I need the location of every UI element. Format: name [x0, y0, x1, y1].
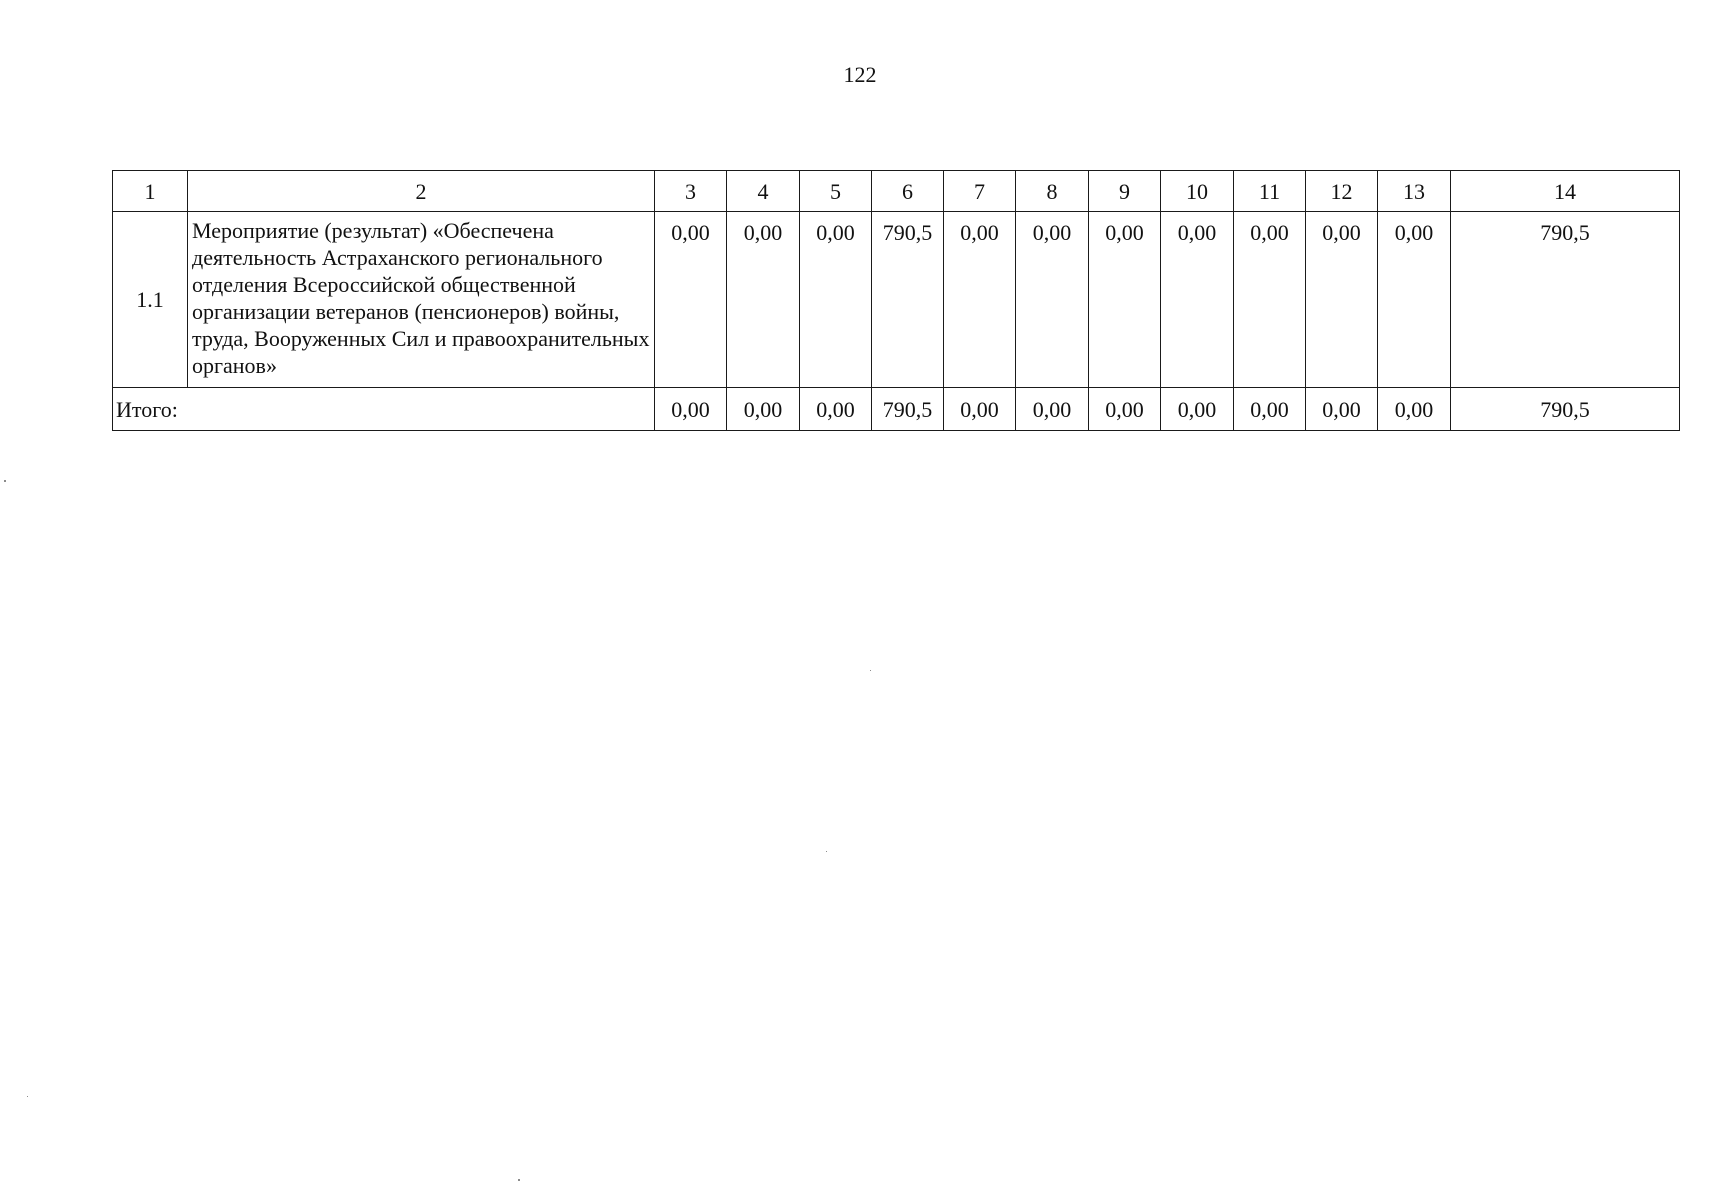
scan-speck — [826, 851, 827, 852]
column-header: 2 — [188, 171, 655, 212]
column-header: 6 — [872, 171, 944, 212]
table-cell: 790,5 — [872, 212, 944, 388]
total-cell: 0,00 — [944, 388, 1016, 431]
table-cell: 0,00 — [1234, 212, 1306, 388]
table-cell: 0,00 — [727, 212, 800, 388]
total-cell: 0,00 — [1378, 388, 1451, 431]
total-cell: 0,00 — [800, 388, 872, 431]
column-header: 14 — [1451, 171, 1680, 212]
table-cell: 790,5 — [1451, 212, 1680, 388]
table-cell: 0,00 — [1089, 212, 1161, 388]
table-header-row — [113, 171, 1680, 212]
scan-speck — [518, 1179, 520, 1181]
scan-speck — [4, 480, 6, 482]
column-header: 7 — [944, 171, 1016, 212]
total-cell: 0,00 — [727, 388, 800, 431]
column-header: 8 — [1016, 171, 1089, 212]
table-cell: 0,00 — [944, 212, 1016, 388]
scan-speck — [870, 670, 871, 671]
total-cell: 790,5 — [872, 388, 944, 431]
table-cell: 0,00 — [655, 212, 727, 388]
column-header: 13 — [1378, 171, 1451, 212]
column-header: 9 — [1089, 171, 1161, 212]
page-number: 122 — [843, 62, 877, 87]
column-header: 10 — [1161, 171, 1234, 212]
total-cell: 0,00 — [655, 388, 727, 431]
column-header: 1 — [113, 171, 188, 212]
column-header: 12 — [1306, 171, 1378, 212]
total-label: Итого: — [113, 388, 655, 431]
column-header: 3 — [655, 171, 727, 212]
column-header: 11 — [1234, 171, 1306, 212]
table-cell: 0,00 — [1161, 212, 1234, 388]
total-cell: 0,00 — [1306, 388, 1378, 431]
total-cell: 0,00 — [1234, 388, 1306, 431]
total-cell: 790,5 — [1451, 388, 1680, 431]
row-description: Мероприятие (результат) «Обеспечена деятельность Астраханского регионального отделения Всероссийской общественной организации ветеранов (пенсионеров) войны, труда, Вооруженных Сил и правоохранительных органов» — [188, 212, 655, 388]
table-cell: 0,00 — [800, 212, 872, 388]
total-row — [113, 388, 1680, 431]
total-cell: 0,00 — [1161, 388, 1234, 431]
row-number: 1.1 — [113, 212, 188, 388]
budget-table — [112, 170, 1680, 431]
scan-speck — [27, 1096, 28, 1097]
table-cell: 0,00 — [1306, 212, 1378, 388]
total-cell: 0,00 — [1089, 388, 1161, 431]
total-cell: 0,00 — [1016, 388, 1089, 431]
table-row — [113, 212, 1680, 388]
table-cell: 0,00 — [1378, 212, 1451, 388]
table-cell: 0,00 — [1016, 212, 1089, 388]
column-header: 4 — [727, 171, 800, 212]
column-header: 5 — [800, 171, 872, 212]
